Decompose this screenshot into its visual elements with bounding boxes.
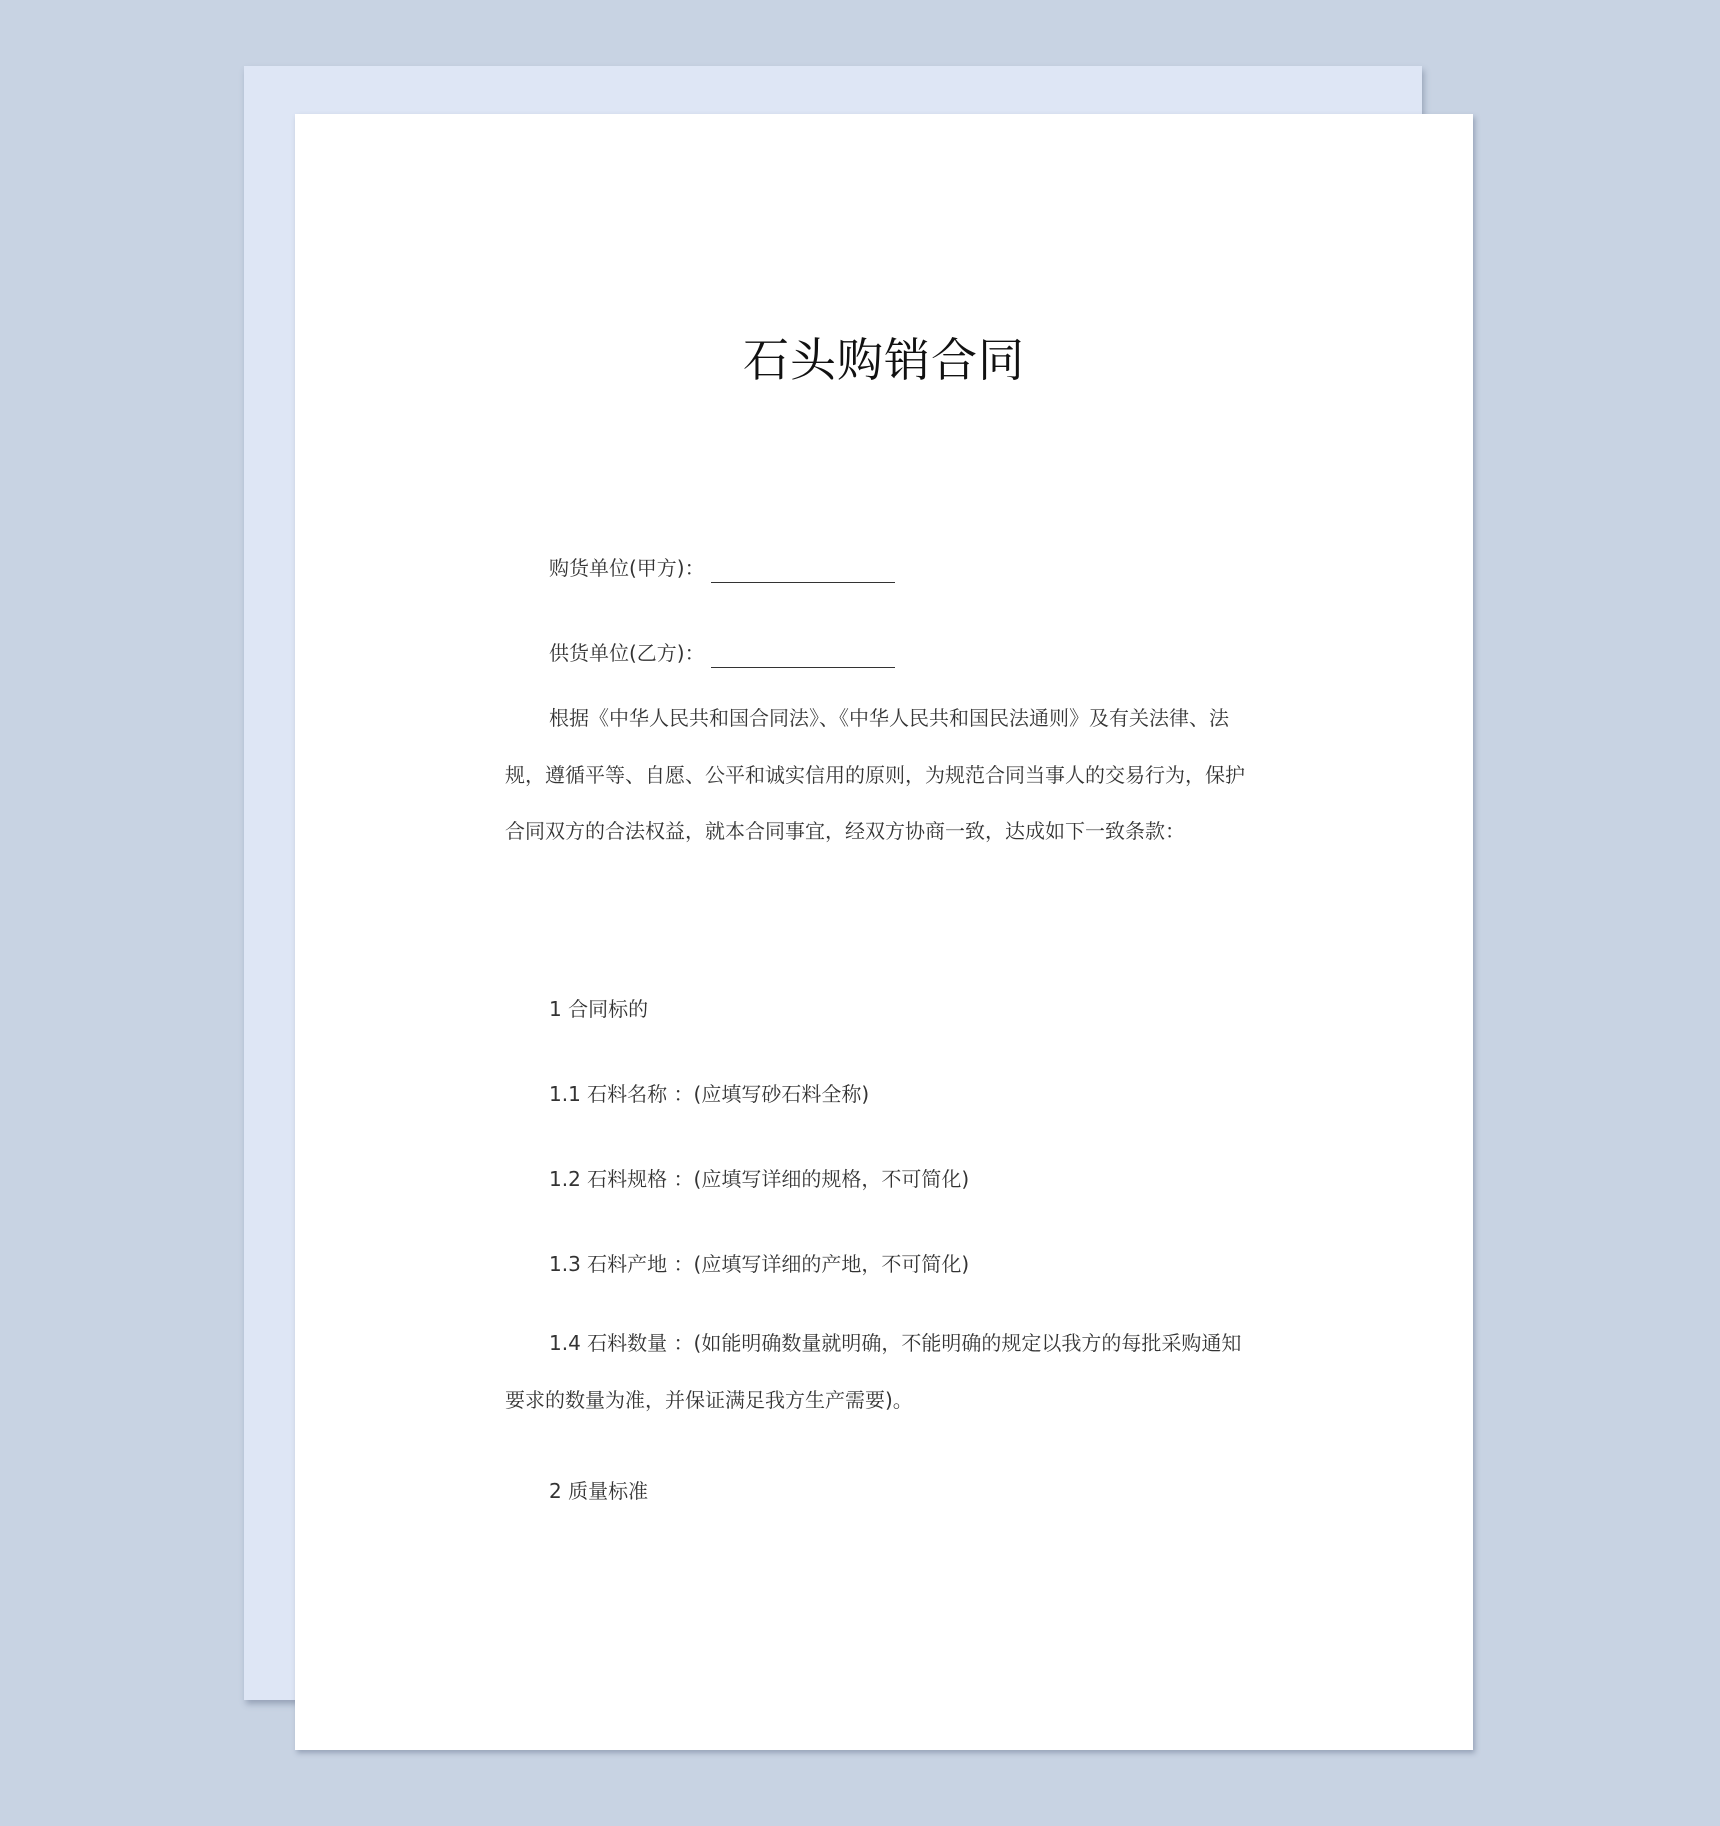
clause-1-2: 1.2 石料规格 ：(应填写详细的规格，不可简化) bbox=[549, 1167, 970, 1191]
supplier-label: 供货单位(乙方)： bbox=[549, 641, 705, 665]
supplier-blank-line bbox=[711, 645, 895, 668]
document-title: 石头购销合同 bbox=[743, 333, 1025, 387]
clause-2-heading: 2 质量标准 bbox=[549, 1479, 649, 1503]
buyer-field bbox=[549, 548, 895, 588]
buyer-label: 购货单位(甲方)： bbox=[549, 556, 705, 580]
document-page bbox=[295, 114, 1473, 1750]
preamble-paragraph: 根据《中华人民共和国合同法》、《中华人民共和国民法通则》及有关法律、法规，遵循平等、自愿、公平和诚实信用的原则，为规范合同当事人的交易行为，保护合同双方的合法权益，就本合同事宜，经双方协商一致，达成如下一致条款： bbox=[505, 706, 1245, 843]
supplier-field bbox=[549, 633, 895, 673]
clause-1-3: 1.3 石料产地 ：(应填写详细的产地，不可简化) bbox=[549, 1252, 970, 1276]
buyer-blank-line bbox=[711, 560, 895, 583]
clause-1-4: 1.4 石料数量 ：(如能明确数量就明确，不能明确的规定以我方的每批采购通知要求的数量为准，并保证满足我方生产需要)。 bbox=[505, 1331, 1242, 1412]
clause-1-1: 1.1 石料名称 ：(应填写砂石料全称) bbox=[549, 1082, 870, 1106]
clause-1-heading: 1 合同标的 bbox=[549, 997, 649, 1021]
